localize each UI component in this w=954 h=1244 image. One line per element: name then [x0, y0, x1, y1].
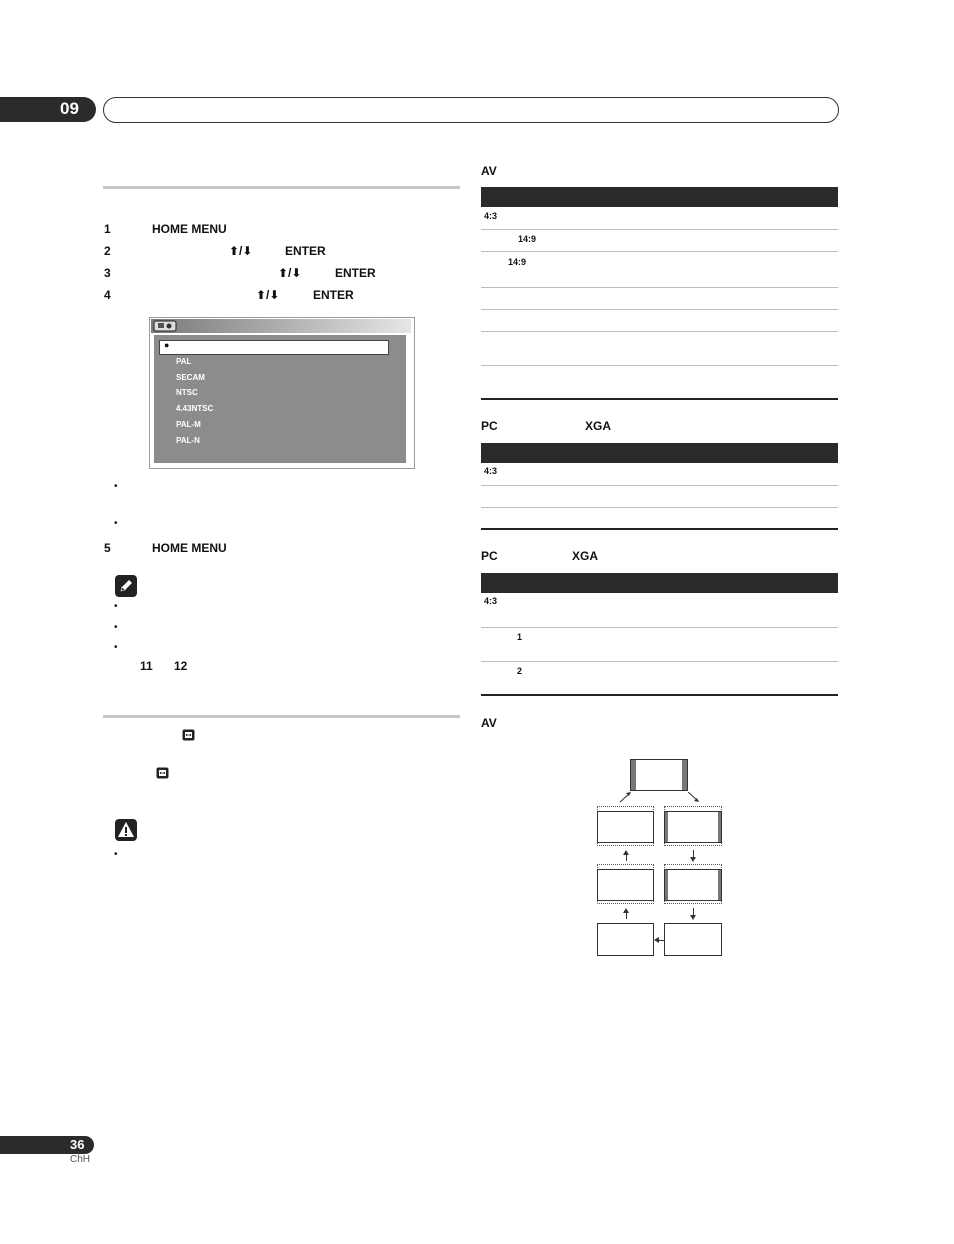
step-2-arrow-keys: ⬆/⬇ — [229, 244, 253, 258]
setup-menu-icon — [153, 320, 177, 332]
bullet: • — [114, 601, 118, 612]
selected-marker: ● — [164, 340, 170, 350]
arrow-line — [626, 853, 627, 861]
page-ref-12: 12 — [174, 659, 188, 673]
row-divider — [481, 229, 838, 230]
menu-item-ntsc[interactable]: NTSC — [176, 388, 198, 397]
step-3-key: ENTER — [335, 266, 376, 280]
av-cycle-title: AV — [481, 716, 497, 730]
row-divider — [481, 485, 838, 486]
av-table-title: AV — [481, 164, 497, 178]
step-2-number: 2 — [104, 244, 111, 258]
arrow-down-icon — [690, 915, 696, 920]
screen-4-3 — [630, 759, 688, 791]
pc1-table-header — [481, 443, 838, 463]
row-divider — [481, 331, 838, 332]
step-4-arrow-keys: ⬆/⬇ — [256, 288, 280, 302]
menu-item-pal[interactable]: PAL — [176, 357, 192, 366]
screen-wide — [664, 923, 722, 956]
arrow-line — [658, 940, 664, 941]
pc2-table-header — [481, 573, 838, 593]
table-end-rule — [481, 528, 838, 530]
menu-title-bar — [151, 319, 411, 333]
bullet: • — [114, 622, 118, 633]
row-divider — [481, 251, 838, 252]
pc2-row-2-label: 1 — [517, 632, 523, 642]
av-row-1-label: 4:3 — [484, 211, 498, 221]
pc2-row-1-label: 4:3 — [484, 596, 498, 606]
pc2-title-b: XGA — [572, 549, 599, 563]
step-3-number: 3 — [104, 266, 111, 280]
av-row-3-label: 14:9 — [508, 257, 527, 267]
side-bar — [631, 760, 636, 790]
arrow-line — [626, 911, 627, 919]
side-bar — [665, 812, 668, 842]
menu-item-pal-m[interactable]: PAL-M — [176, 420, 201, 429]
caution-icon — [115, 819, 137, 841]
arrow-down-right-icon — [686, 790, 702, 804]
row-divider — [481, 365, 838, 366]
step-5-number: 5 — [104, 541, 111, 555]
screen-size-icon — [182, 729, 195, 741]
bullet: • — [114, 481, 118, 492]
pc1-title-b: XGA — [585, 419, 612, 433]
bullet: • — [114, 642, 118, 653]
screen-full — [597, 811, 654, 843]
screen-14-9-zoom — [664, 869, 722, 901]
av-row-2-label: 14:9 — [518, 234, 537, 244]
chapter-number: 09 — [60, 99, 79, 118]
side-bar — [718, 812, 721, 842]
step-1-number: 1 — [104, 222, 111, 236]
side-bar — [665, 870, 668, 900]
bullet: • — [114, 849, 118, 860]
row-divider — [481, 507, 838, 508]
row-divider — [481, 309, 838, 310]
screen-cinema — [597, 923, 654, 956]
screen-size-icon — [156, 767, 169, 779]
chapter-tab — [0, 97, 96, 122]
pc1-row-1-label: 4:3 — [484, 466, 498, 476]
side-bar — [682, 760, 687, 790]
arrow-up-right-icon — [618, 790, 634, 804]
note-icon — [115, 575, 137, 597]
menu-item-secam[interactable]: SECAM — [176, 373, 205, 382]
section-rule — [103, 715, 460, 718]
step-2-key: ENTER — [285, 244, 326, 258]
screen-zoom — [597, 869, 654, 901]
page-ref-11: 11 — [140, 659, 153, 673]
chapter-title-bar — [103, 97, 839, 123]
side-bar — [718, 870, 721, 900]
row-divider — [481, 287, 838, 288]
step-3-arrow-keys: ⬆/⬇ — [278, 266, 302, 280]
pc2-row-3-label: 2 — [517, 666, 523, 676]
table-end-rule — [481, 694, 838, 696]
pc1-title-a: PC — [481, 419, 498, 433]
step-5-key: HOME MENU — [152, 541, 227, 555]
av-table-header — [481, 187, 838, 207]
table-end-rule — [481, 398, 838, 400]
section-rule — [103, 186, 460, 189]
bullet: • — [114, 518, 118, 529]
menu-item-pal-n[interactable]: PAL-N — [176, 436, 200, 445]
screen-14-9 — [664, 811, 722, 843]
row-divider — [481, 661, 838, 662]
arrow-down-icon — [690, 857, 696, 862]
menu-item-443ntsc[interactable]: 4.43NTSC — [176, 404, 214, 413]
row-divider — [481, 627, 838, 628]
pc2-title-a: PC — [481, 549, 498, 563]
step-4-number: 4 — [104, 288, 111, 302]
menu-selected-item[interactable] — [159, 340, 389, 355]
step-1-key: HOME MENU — [152, 222, 227, 236]
step-4-key: ENTER — [313, 288, 354, 302]
page-language: ChH — [70, 1154, 91, 1165]
page-number: 36 — [70, 1137, 85, 1152]
